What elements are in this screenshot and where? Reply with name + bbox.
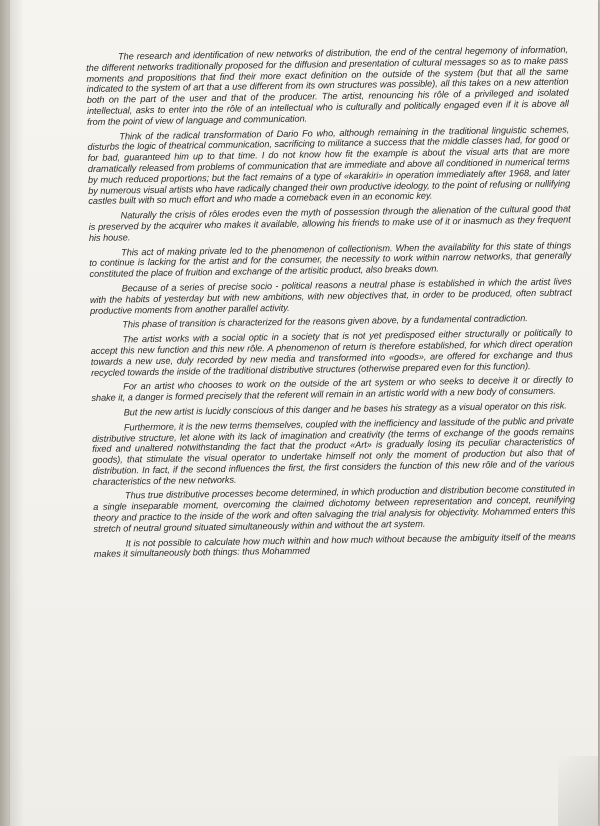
book-page xyxy=(10,0,598,826)
paragraph-4: This act of making private led to the phenomenon of collectionism. When the availability for this state of things to continue is lacking for the artist and for the consumer, the necessity to work within narrow networks, that generally constituted the place of fruition and exchange of the artisitic product, also breaks down. xyxy=(89,239,572,280)
paragraph-9: But the new artist is lucidly conscious of this danger and he bases his strategy as a visual operator on this risk. xyxy=(123,400,567,418)
paragraph-8: For an artist who chooses to work on the outside of the art system or who seeks to deceive it or directly to shake it, a danger is formed precisely that the referent will remain in an artistic world with a new body of consumers. xyxy=(91,374,574,404)
paragraph-3: Naturally the crisis of rôles erodes even the myth of possession through the alienation of the cultural good that is preserved by the acquirer who makes it available, allowing his friends to make use of it or inasmuch as they frequent his house. xyxy=(88,203,571,243)
paragraph-1: The research and identification of new networks of distribution, the end of the central hegemony of information, the different networks traditionally proposed for the diffusion and presentation of cultural messages so as to make pass moments and propositions that find their more exact definition on the outside of the system (but that all the same indicated to the system of art that a use different from its own structures was possible), all this takes on a new attention both on the part of the user and that of the producer. The artist, renouncing his rôle of a privileged and isolated intellectual, asks to enter into the rôle of an intellectual who is culturally and politically engaged even if it is above all from the point of view of language and communication. xyxy=(86,44,569,127)
paragraph-7: The artist works with a social optic in a society that is not yet predisposed either structurally or politically to accept this new function and this new rôle. A phenomenon of return is therefore established, for which direct operation towards a new use, duly recorded by new media and transformed into «goods», are offered for exchange and thus recycled towards the inside of the traditional distributive structures (otherwise prepared even for this function). xyxy=(90,327,573,378)
paragraph-5: Because of a series of precise socio - political reasons a neutral phase is established in which the artist lives with the habits of yesterday but with new ambitions, with new objectives that, in order to be produced, often subtract productive moments from another parallel activity. xyxy=(89,276,572,316)
body-text xyxy=(86,44,576,564)
page-corner-shadow xyxy=(558,756,598,826)
paragraph-11: Thus true distributive processes become determined, in which production and distribution become constituted in a single inseparable moment, overcoming the claimed dichotomy between representation and concept, reunifying theory and practice to the inside of the work and often salvaging the trial analysis for objectivity. Mohammed enters this stretch of neutral ground situated simultaneously within and without the art system. xyxy=(93,483,576,534)
paragraph-6: This phase of transition is characterized for the reasons given above, by a fundamental contradiction. xyxy=(122,313,528,330)
paragraph-10: Furthermore, it is the new terms themselves, coupled with the inefficiency and lassitude of the public and private distributive structure, let alone with its lack of imagination and creativity (the terms of exchange of the goods remains fixed and unaltered notwithstanding the fact that the product «Art» is gradually losing its peculiar characteristics of goods), that stimulate the visual operator to undertake himself not only the moment of production but also that of distribution. In fact, if the second influences the first, the first considers the function of this new rôle and of the various characteristics of the new networks. xyxy=(91,415,575,487)
paragraph-12: It is not possible to calculate how much within and how much without because the ambiguity itself of the means makes it simultaneously both things: thus Mohammed xyxy=(93,531,576,560)
paragraph-2: Think of the radical transformation of Dario Fo who, although remaining in the traditional linguistic schemes, disturbs the logic of theatrical communication, sacrificing to militance a success that the middle classes had, for good or for bad, guaranteed him up to that time. I do not know how fit the example is about the visual arts that are more dramatically released from problems of communication that are immediate and above all conditioned in numerical terms by much reduced proportions; but the fact remains of a type of «karakiri» in operation immediately after 1968, and later by numerous visual artists who have radically changed their own productive ideology, to the point of refusing or nullifying castles built with so much effort and who made a comeback even in an economic key. xyxy=(87,123,571,207)
spine-shadow xyxy=(10,0,24,826)
